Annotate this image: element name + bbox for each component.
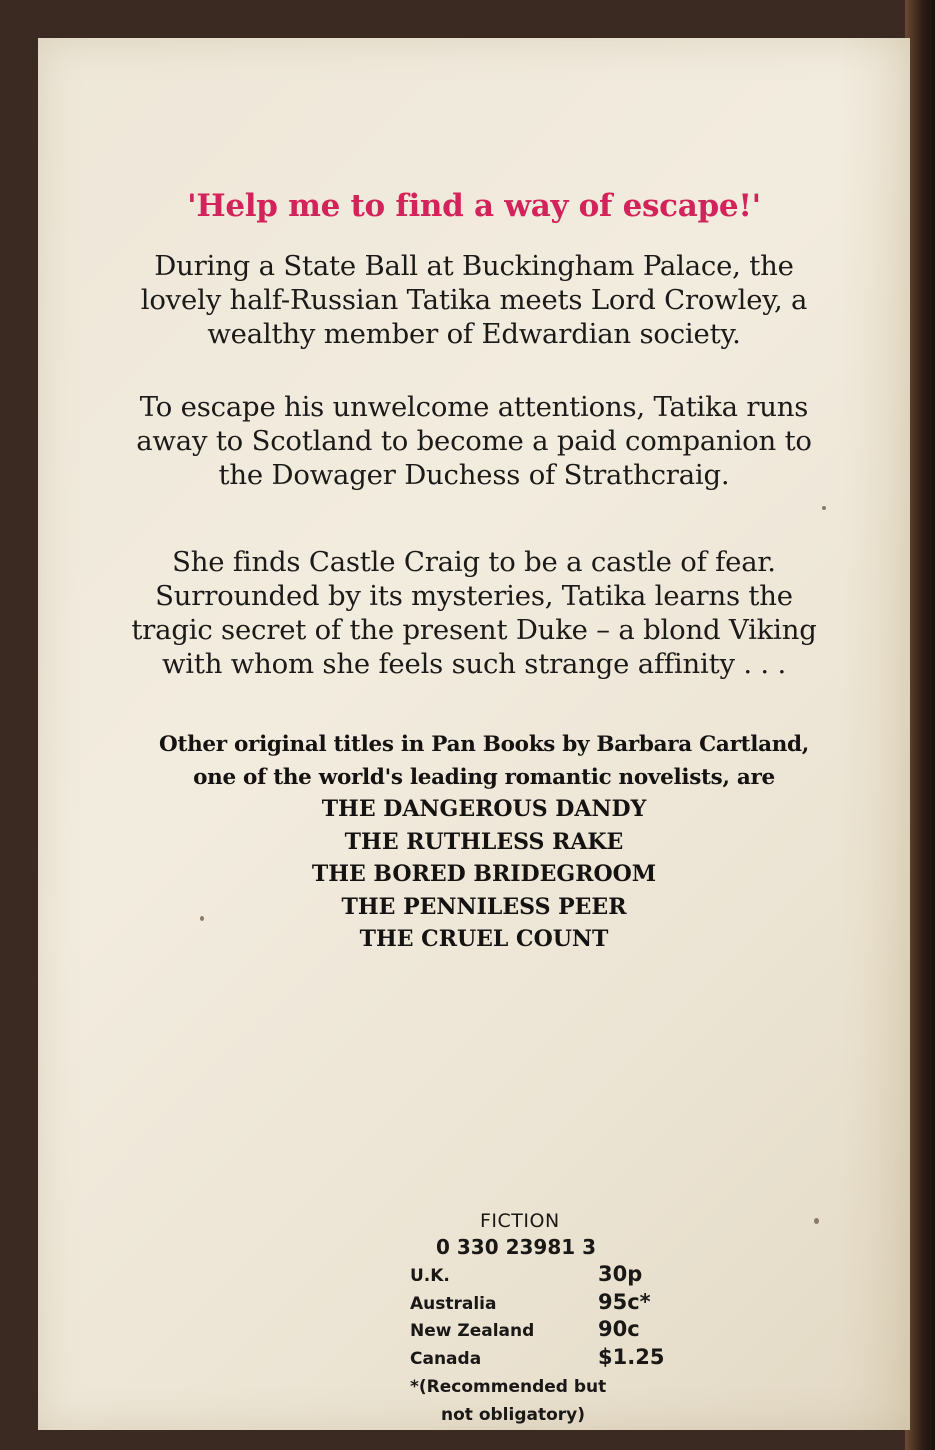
title-item: THE PENNILESS PEER: [341, 893, 627, 920]
price-footnote: [410, 1373, 670, 1429]
price-country: New Zealand: [410, 1321, 535, 1341]
blurb-paragraph-3: She finds Castle Craig to be a castle of fear. Surrounded by its mysteries, Tatika learns the tragic secret of the present Duke – a blond Viking with whom she feels such strange affinity . . .: [131, 546, 817, 680]
title-item: THE CRUEL COUNT: [359, 926, 609, 952]
price-amount: 90c: [598, 1317, 640, 1341]
price-amount: 30p: [598, 1262, 643, 1286]
other-titles-intro: [108, 728, 860, 794]
paper-speck: [814, 1218, 819, 1224]
blurb-paragraph-2: To escape his unwelcome attentions, Tatika runs away to Scotland to become a paid companion to the Dowager Duchess of Strathcraig.: [136, 391, 812, 491]
blurb-paragraph-1: During a State Ball at Buckingham Palace, the lovely half-Russian Tatika meets Lord Crowley, a wealthy member of Edwardian society.: [140, 250, 808, 350]
price-footnote-line-2: not obligatory): [441, 1405, 586, 1425]
price-country: Canada: [410, 1349, 482, 1369]
price-row-new-zealand: [410, 1313, 670, 1341]
price-footnote-line-1: *(Recommended but: [410, 1377, 607, 1397]
paper-speck: [200, 916, 204, 921]
price-row-canada: [410, 1341, 670, 1369]
back-cover: [38, 38, 910, 1430]
price-amount: $1.25: [598, 1345, 665, 1369]
other-titles-intro-line-2: one of the world's leading romantic novelists, are: [193, 765, 775, 790]
other-titles-list: [108, 793, 860, 956]
tagline: 'Help me to find a way of escape!': [187, 188, 761, 224]
price-country: U.K.: [410, 1266, 450, 1286]
price-row-australia: [410, 1286, 670, 1314]
price-amount: 95c*: [598, 1290, 651, 1314]
title-item: THE DANGEROUS DANDY: [321, 796, 647, 822]
price-row-uk: [410, 1258, 670, 1286]
price-country: Australia: [410, 1294, 497, 1314]
category-label: FICTION: [480, 1210, 560, 1232]
title-item: THE RUTHLESS RAKE: [344, 828, 624, 855]
title-item: THE BORED BRIDEGROOM: [311, 861, 657, 887]
paper-speck: [822, 506, 826, 510]
isbn-number: 0 330 23981 3: [436, 1235, 597, 1259]
other-titles-intro-line-1: Other original titles in Pan Books by Barbara Cartland,: [159, 732, 809, 757]
